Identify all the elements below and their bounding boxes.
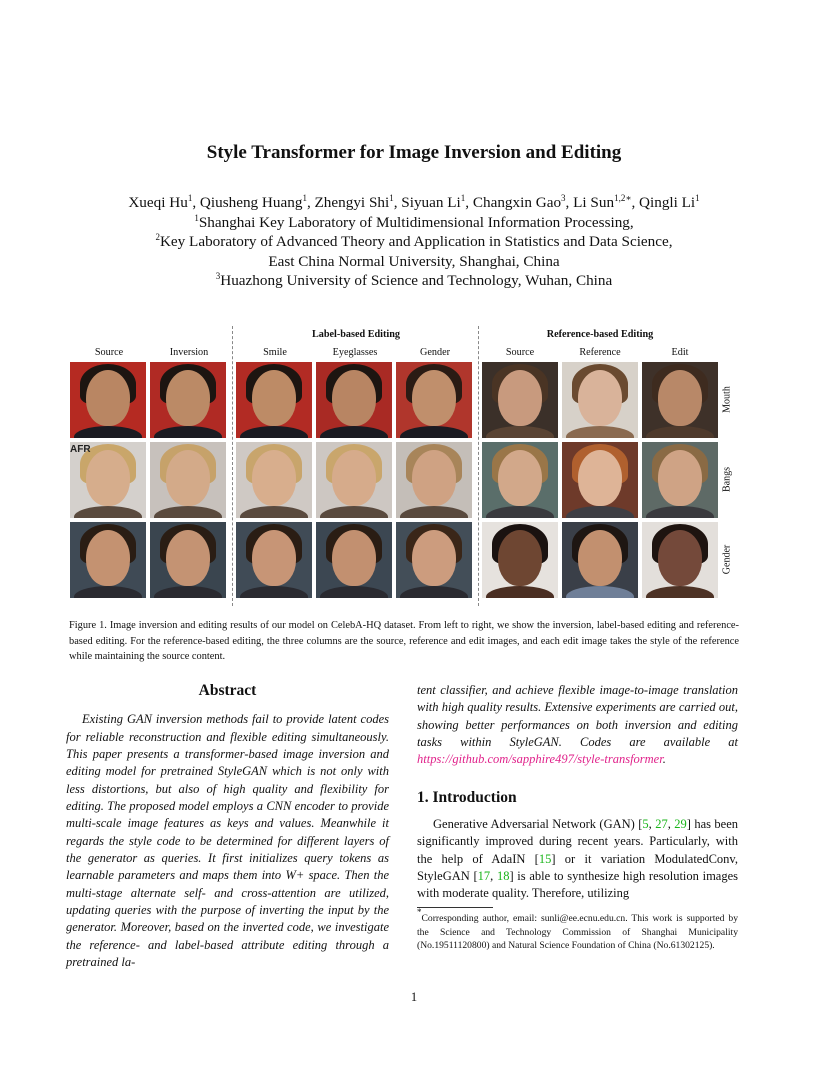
abstract-heading: Abstract: [198, 682, 257, 699]
face-image: [236, 362, 312, 438]
divider-2: [478, 326, 479, 606]
row-label-gender: Gender: [721, 544, 733, 575]
face-image: [642, 522, 718, 598]
col-header-source: Source: [94, 347, 124, 358]
face-image: [316, 442, 392, 518]
author-name: Changxin Gao$^3$: [472, 193, 566, 211]
row-label-mouth: Mouth: [721, 386, 733, 413]
reference-editing-header: Reference-based Editing: [546, 329, 654, 340]
footnote: *Corresponding author, email: sunli@ee.ecnu.edu.cn. This work is supported by the Science and Technology Commission of Shanghai Municipality (No.19511120800) and Natural Science Foundation of China (No.61302125).: [417, 907, 738, 951]
col-header-ref-source: Source: [505, 347, 535, 358]
col-header-eyeglasses: Eyeglasses: [332, 347, 378, 358]
citation-link[interactable]: 5: [642, 817, 649, 832]
face-image: [562, 362, 638, 438]
face-image: [482, 362, 558, 438]
face-image: [150, 522, 226, 598]
face-image: [562, 522, 638, 598]
page-number: 1: [410, 990, 418, 1004]
label-editing-header: Label-based Editing: [311, 329, 401, 340]
author-name: Qiusheng Huang$^1$: [199, 193, 307, 211]
abstract-section: [66, 682, 389, 972]
abstract-continuation: tent classifier, and achieve flexible image-to-image translation with high quality results. Extensive experiments are carried out, showing better performances on both inversion and editing tasks within StyleGAN. Codes are available at https://github.com/sapphire497/style-transformer.: [417, 683, 738, 767]
author-block: [0, 193, 828, 291]
author-name: Li Sun$^{1,2∗}$: [573, 193, 632, 211]
row-label-bangs: Bangs: [721, 467, 733, 492]
watermark-text: AFR: [70, 444, 91, 455]
col-header-smile: Smile: [263, 347, 287, 358]
affiliation-2b: East China Normal University, Shanghai, China: [268, 252, 560, 270]
author-name: Qingli Li$^1$: [639, 193, 700, 211]
citation-link[interactable]: 15: [538, 851, 552, 866]
author-name: Zhengyi Shi$^1$: [314, 193, 394, 211]
divider-1: [232, 326, 233, 606]
citation-link[interactable]: 18: [496, 869, 510, 884]
paper-title: Style Transformer for Image Inversion and Editing: [206, 142, 622, 163]
affiliation-3: $^3$Huazhong University of Science and Technology, Wuhan, China: [215, 271, 613, 290]
right-column: [417, 682, 738, 903]
footnote-rule: [417, 907, 493, 908]
intro-paragraph: Generative Adversarial Network (GAN) [5, 27, 29] has been significantly improved during recent years. Particularly, with the help of AdaIN [15] or it variation ModulatedConv, StyleGAN [17, 18] is able to synthesize high resolution images with moderate quality. Therefore, utilizing: [417, 817, 739, 901]
face-image: [150, 362, 226, 438]
abstract-text: Existing GAN inversion methods fail to provide latent codes for reliable reconstruction and flexible editing simultaneously. This paper presents a transformer-based image inversion and editing model for pretrained StyleGAN which is not only with less distortions, but also of high quality and flexibility for editing. The proposed model employs a CNN encoder to provide multi-scale image features as keys and values. Meanwhile it regards the style code to be determined for different layers of the generator as queries. It first initializes query tokens as learnable parameters and maps them into W+ space. Then the multi-stage alternate self- and cross-attention are utilized, updating queries with the purpose of inverting the input by the generator. Moreover, based on the inverted code, we investigate the reference- and label-based attribute editing through a pretrained la-: [66, 712, 389, 970]
intro-heading: 1. Introduction: [417, 788, 517, 806]
face-image: [562, 442, 638, 518]
author-name: Siyuan Li$^1$: [401, 193, 466, 211]
face-image: [482, 442, 558, 518]
code-link[interactable]: https://github.com/sapphire497/style-transformer: [417, 752, 663, 767]
face-image: [396, 362, 472, 438]
figure-caption: Figure 1. Image inversion and editing results of our model on CelebA-HQ dataset. From left to right, we show the inversion, label-based editing and reference-based editing. For the reference-based editing, the three columns are the source, reference and edit images, and each edit image takes the style of the reference while maintaining the source content.: [69, 620, 739, 663]
citation-link[interactable]: 27: [655, 817, 668, 832]
face-image: [150, 442, 226, 518]
face-image: [642, 442, 718, 518]
author-name: Xueqi Hu$^1$: [128, 193, 193, 211]
author-list: Xueqi Hu$^1$, Qiusheng Huang$^1$, Zhengyi Shi$^1$, Siyuan Li$^1$, Changxin Gao$^3$, Li Sun$^{1,2∗}$, Qingli Li$^1$: [128, 193, 700, 211]
face-image: [642, 362, 718, 438]
col-header-inversion: Inversion: [169, 347, 209, 358]
face-image: [70, 522, 146, 598]
affiliation-1: $^1$Shanghai Key Laboratory of Multidimensional Information Processing,: [194, 212, 634, 231]
col-header-gender: Gender: [420, 347, 450, 358]
face-image: [316, 362, 392, 438]
col-header-edit: Edit: [671, 347, 689, 358]
face-image: [70, 362, 146, 438]
face-image: [316, 522, 392, 598]
affiliation-2: $^2$Key Laboratory of Advanced Theory and Application in Statistics and Data Science,: [155, 232, 673, 251]
face-image: [396, 442, 472, 518]
face-image: [482, 522, 558, 598]
face-image: [396, 522, 472, 598]
citation-link[interactable]: 29: [674, 817, 687, 832]
col-header-reference: Reference: [579, 347, 621, 358]
citation-link[interactable]: 17: [477, 869, 491, 884]
face-image: [236, 442, 312, 518]
face-image: [70, 442, 146, 518]
face-image: [236, 522, 312, 598]
